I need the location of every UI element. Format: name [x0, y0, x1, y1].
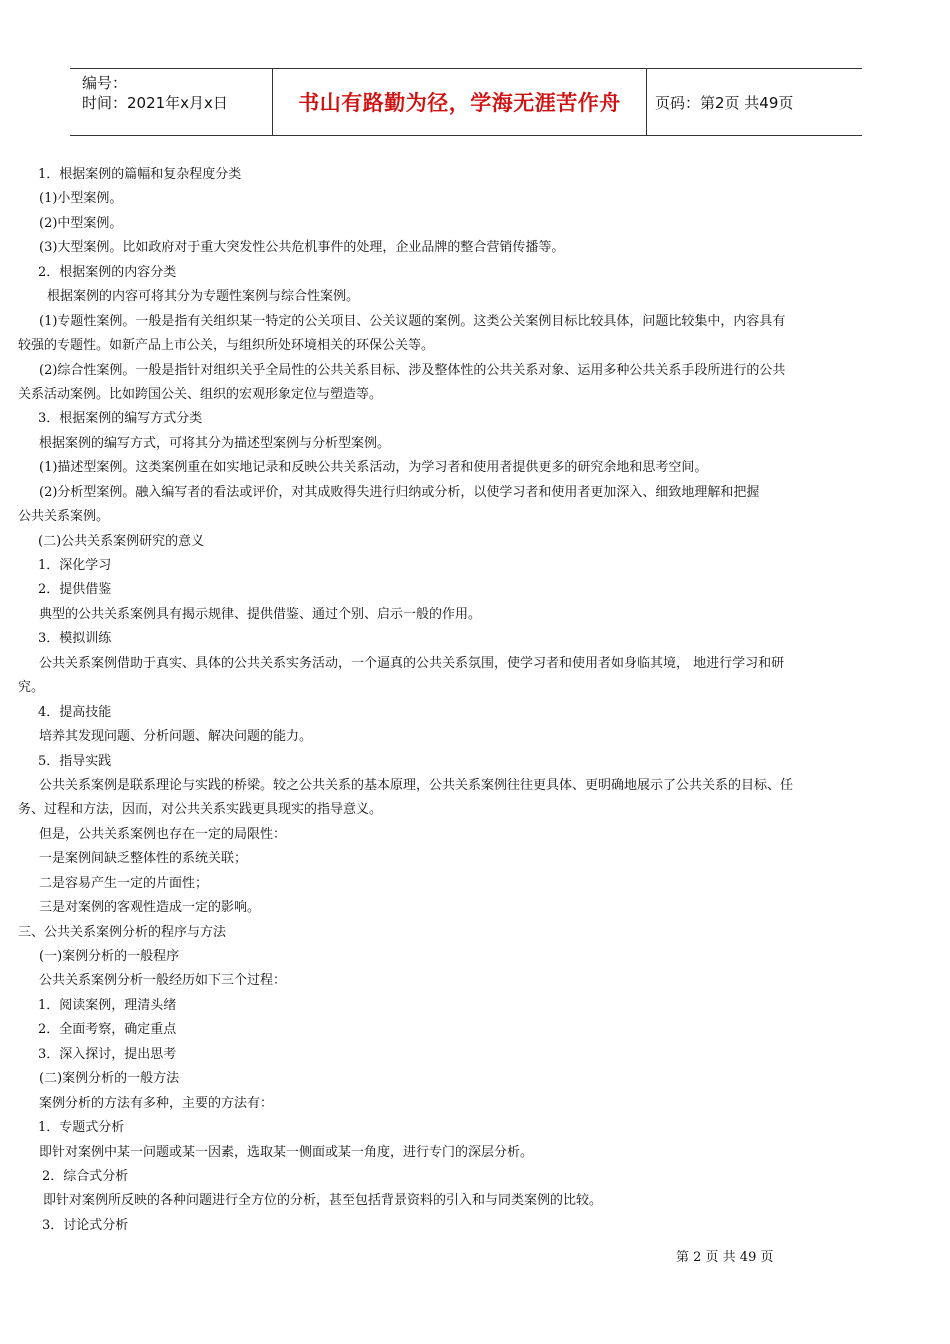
text-line: 3．讨论式分析 — [42, 1217, 129, 1233]
page-footer: 第 2 页 共 49 页 — [676, 1250, 774, 1265]
text-line: (1)小型案例。 — [39, 191, 123, 207]
text-line: 三是对案例的客观性造成一定的影响。 — [39, 900, 261, 916]
text-line: 公共关系案例。 — [18, 509, 110, 525]
text-line: (一)案例分析的一般程序 — [39, 949, 180, 964]
text-line: (2)分析型案例。融入编写者的看法或评价，对其成败得失进行归纳或分析，以使学习者和使用者更加深入、细致地理解和把握 — [39, 484, 760, 500]
text-line: 但是，公共关系案例也存在一定的局限性： — [39, 826, 287, 842]
text-line: 2．提供借鉴 — [38, 582, 112, 598]
text-line: (2)中型案例。 — [39, 215, 123, 231]
text-line: 即针对案例所反映的各种问题进行全方位的分析，甚至包括背景资料的引入和与同类案例的比较。 — [43, 1193, 603, 1209]
text-line: 培养其发现问题、分析问题、解决问题的能力。 — [39, 729, 313, 745]
text-line: 2．全面考察，确定重点 — [38, 1022, 177, 1038]
text-line: 根据案例的内容可将其分为专题性案例与综合性案例。 — [47, 289, 360, 305]
text-line: 1．专题式分析 — [38, 1120, 125, 1136]
text-line: 一是案例间缺乏整体性的系统关联； — [39, 851, 248, 867]
text-line: 1．深化学习 — [38, 558, 112, 573]
text-line: (3)大型案例。比如政府对于重大突发性公共危机事件的处理，企业品牌的整合营销传播等。 — [39, 240, 565, 256]
text-line: 即针对案例中某一问题或某一因素，选取某一侧面或某一角度，进行专门的深层分析。 — [39, 1144, 534, 1160]
text-line: 2．综合式分析 — [42, 1168, 129, 1184]
text-line: 4．提高技能 — [38, 704, 112, 720]
text-line: 3．模拟训练 — [38, 631, 112, 647]
text-line: 根据案例的编写方式，可将其分为描述型案例与分析型案例。 — [39, 435, 391, 451]
document-number: 编号： — [82, 74, 128, 92]
text-line: 3．根据案例的编写方式分类 — [38, 411, 203, 427]
text-line: 案例分析的方法有多种，主要的方法有： — [39, 1095, 274, 1111]
text-line: (二)公共关系案例研究的意义 — [38, 533, 205, 549]
text-line: 较强的专题性。如新产品上市公关，与组织所处环境相关的环保公关等。 — [18, 338, 435, 354]
text-line: 典型的公共关系案例具有揭示规律、提供借鉴、通过个别、启示一般的作用。 — [39, 606, 482, 622]
header-meta — [70, 69, 273, 135]
text-line: 公共关系案例是联系理论与实践的桥梁。较之公共关系的基本原理，公共关系案例往往更具体、更明确地展示了公共关系的目标、任 — [39, 777, 794, 793]
text-line: (1)描述型案例。这类案例重在如实地记录和反映公共关系活动，为学习者和使用者提供更多的研究余地和思考空间。 — [39, 460, 708, 476]
text-line: (2)综合性案例。一般是指针对组织关乎全局性的公共关系目标、涉及整体性的公共关系对象、运用多种公共关系手段所进行的公共 — [39, 362, 786, 378]
header-page-info: 页码：第2页 共49页 — [655, 93, 794, 112]
text-line: 务、过程和方法，因而，对公共关系实践更具现实的指导意义。 — [18, 802, 383, 818]
text-line: 三、公共关系案例分析的程序与方法 — [18, 924, 227, 940]
document-date: 时间：2021年x月x日 — [82, 94, 228, 112]
text-line: 公共关系案例分析一般经历如下三个过程： — [39, 973, 287, 989]
text-line: 2．根据案例的内容分类 — [38, 264, 177, 280]
header-motto: 书山有路勤为径，学海无涯苦作舟 — [273, 69, 647, 135]
page-header — [70, 68, 862, 136]
text-line: 究。 — [18, 680, 45, 696]
text-line: 1．阅读案例，理清头绪 — [38, 997, 177, 1013]
text-line: 5．指导实践 — [38, 753, 112, 769]
text-line: (二)案例分析的一般方法 — [39, 1071, 180, 1087]
text-line: 关系活动案例。比如跨国公关、组织的宏观形象定位与塑造等。 — [18, 386, 383, 402]
text-line: 二是容易产生一定的片面性； — [39, 875, 209, 891]
text-line: 1．根据案例的篇幅和复杂程度分类 — [38, 167, 242, 182]
text-line: (1)专题性案例。一般是指有关组织某一特定的公关项目、公关议题的案例。这类公关案例目标比较具体，问题比较集中，内容具有 — [39, 313, 786, 329]
text-line: 公共关系案例借助于真实、具体的公共关系实务活动，一个逼真的公共关系氛围，使学习者和使用者如身临其境， 地进行学习和研 — [39, 655, 785, 671]
text-line: 3．深入探讨，提出思考 — [38, 1046, 177, 1062]
document-body — [18, 163, 918, 1238]
